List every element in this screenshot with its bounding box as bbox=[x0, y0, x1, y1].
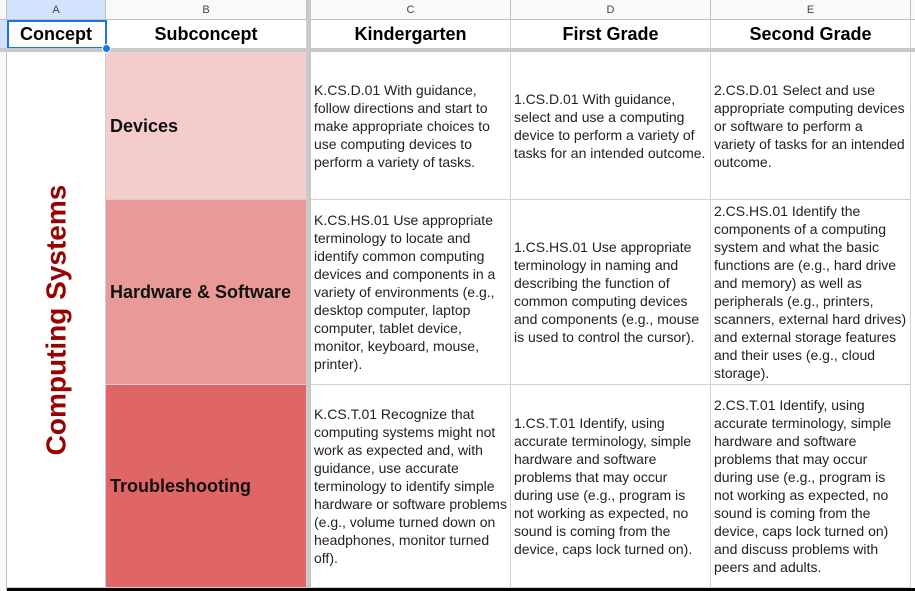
row-header-strip[interactable] bbox=[0, 20, 7, 591]
fill-handle[interactable] bbox=[102, 44, 111, 53]
freeze-divider-horizontal[interactable] bbox=[0, 48, 915, 52]
cell-g1-troubleshooting[interactable]: 1.CS.T.01 Identify, using accurate terminology, simple hardware and software problems that may occur during use (e.g., program is not working as expected, no sound is coming from the device, caps lock turned on). bbox=[511, 385, 711, 588]
cell-k-troubleshooting[interactable]: K.CS.T.01 Recognize that computing systems might not work as expected and, with guidance, use accurate terminology to identify simple hardware or software problems (e.g., volume turned down on headphones, monitor turned off). bbox=[311, 385, 511, 588]
header-subconcept[interactable]: Subconcept bbox=[106, 20, 307, 48]
column-header-c[interactable]: C bbox=[311, 0, 511, 20]
cell-g2-hardware[interactable]: 2.CS.HS.01 Identify the components of a computing system and what the basic functions are (e.g., hard drive and memory) as well as peripherals (e.g., printers, scanners, external hard drives) and external storage features and their uses (e.g., cloud storage). bbox=[711, 200, 911, 385]
cell-g1-devices[interactable]: 1.CS.D.01 With guidance, select and use a computing device to perform a variety of tasks for an intended outcome. bbox=[511, 52, 711, 200]
concept-cell[interactable] bbox=[7, 52, 106, 588]
subconcept-hardware-software[interactable]: Hardware & Software bbox=[106, 200, 307, 385]
column-header-e[interactable]: E bbox=[711, 0, 911, 20]
subconcept-devices[interactable]: Devices bbox=[106, 52, 307, 200]
column-header-b[interactable]: B bbox=[106, 0, 307, 20]
corner bbox=[0, 0, 7, 20]
cell-g2-devices[interactable]: 2.CS.D.01 Select and use appropriate computing devices or software to perform a variety of tasks for an intended outcome. bbox=[711, 52, 911, 200]
header-first-grade[interactable]: First Grade bbox=[511, 20, 711, 48]
freeze-divider-vertical[interactable] bbox=[307, 0, 311, 591]
cell-k-hardware[interactable]: K.CS.HS.01 Use appropriate terminology to locate and identify common computing devices and components in a variety of environments (e.g., desktop computer, laptop computer, tablet device, monitor, keyboard, mouse, printer). bbox=[311, 200, 511, 385]
cell-g1-hardware[interactable]: 1.CS.HS.01 Use appropriate terminology in naming and describing the function of common computing devices and components (e.g., mouse is used to control the cursor). bbox=[511, 200, 711, 385]
header-kindergarten[interactable]: Kindergarten bbox=[311, 20, 511, 48]
header-second-grade[interactable]: Second Grade bbox=[711, 20, 911, 48]
column-header-d[interactable]: D bbox=[511, 0, 711, 20]
subconcept-troubleshooting[interactable]: Troubleshooting bbox=[106, 385, 307, 588]
column-header-f[interactable] bbox=[911, 0, 915, 20]
column-header-a[interactable]: A bbox=[7, 0, 106, 20]
cell-g2-troubleshooting[interactable]: 2.CS.T.01 Identify, using accurate terminology, simple hardware and software problems that may occur during use (e.g., program is not working as expected, no sound is coming from the device, caps lock turned on) and discuss problems with peers and adults. bbox=[711, 385, 911, 588]
row-header-1[interactable] bbox=[0, 20, 7, 48]
cell-selection bbox=[7, 20, 107, 49]
concept-label: Computing Systems bbox=[40, 184, 72, 455]
header-concept[interactable]: Concept bbox=[7, 20, 106, 48]
cell-k-devices[interactable]: K.CS.D.01 With guidance, follow directions and start to make appropriate choices to use computing devices to perform a variety of tasks. bbox=[311, 52, 511, 200]
